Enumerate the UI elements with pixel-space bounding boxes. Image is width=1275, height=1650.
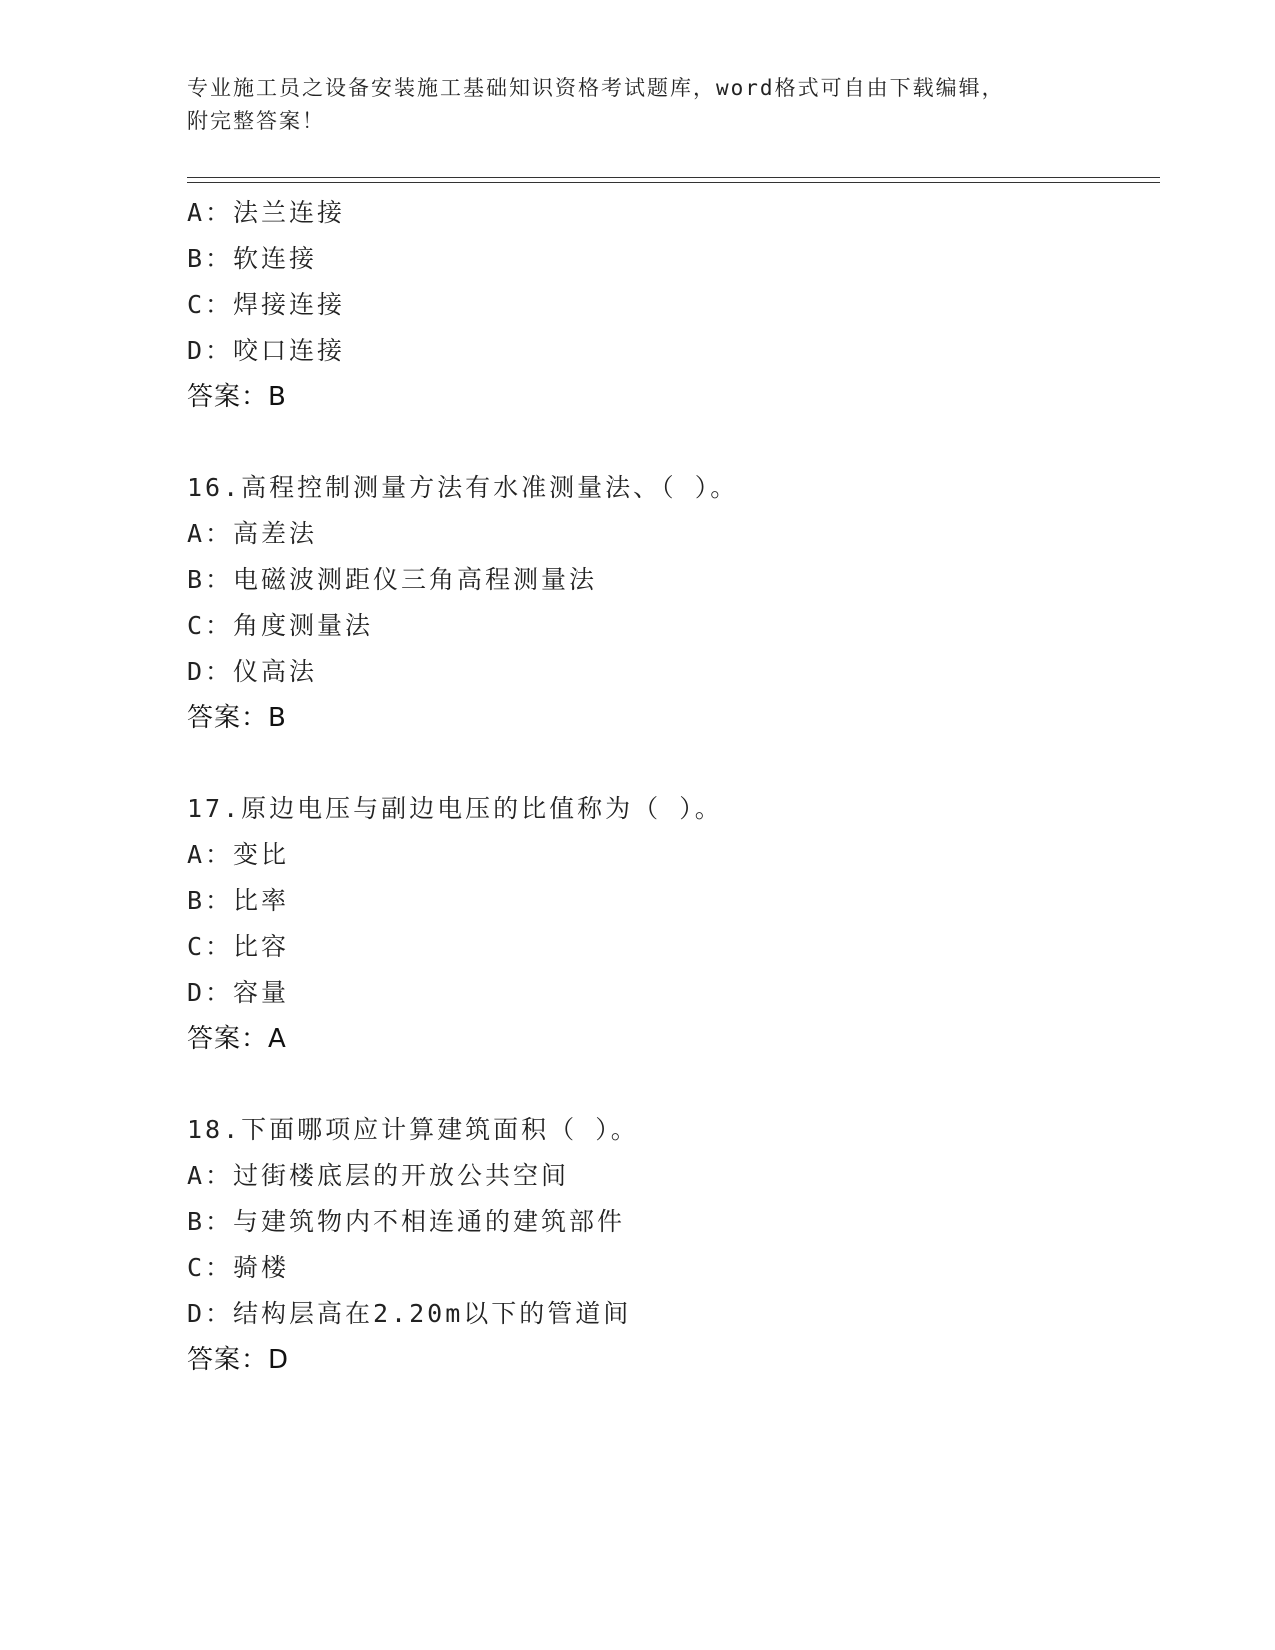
option-b — [187, 1199, 1160, 1245]
option-label: B： — [187, 565, 234, 594]
header-line-2: 附完整答案！ — [187, 109, 325, 133]
spacer — [187, 741, 1160, 786]
option-a — [187, 511, 1160, 557]
option-c — [187, 282, 1160, 328]
question-block-17 — [187, 786, 1160, 1062]
option-label: D： — [187, 1299, 234, 1328]
option-text: 过街楼底层的开放公共空间 — [233, 1161, 570, 1190]
option-d — [187, 328, 1160, 374]
question-list — [187, 190, 1160, 1383]
option-label: A： — [187, 840, 234, 869]
option-label: C： — [187, 611, 234, 640]
option-text: 角度测量法 — [233, 611, 374, 640]
option-label: A： — [187, 519, 234, 548]
question-text: 18.下面哪项应计算建筑面积（ ）。 — [187, 1115, 639, 1144]
header-line-1: 专业施工员之设备安装施工基础知识资格考试题库，word格式可自由下载编辑， — [187, 76, 1005, 100]
option-text: 骑楼 — [233, 1253, 290, 1282]
question-text: 17.原边电压与副边电压的比值称为（ ）。 — [187, 794, 723, 823]
header-divider-top — [187, 177, 1160, 178]
answer-line: 答案：B — [187, 382, 287, 412]
option-text: 结构层高在2.20m以下的管道间 — [233, 1299, 632, 1328]
option-text: 容量 — [233, 978, 290, 1007]
option-label: C： — [187, 1253, 234, 1282]
spacer — [187, 420, 1160, 465]
option-b — [187, 557, 1160, 603]
header-divider-bottom — [187, 182, 1160, 183]
option-text: 咬口连接 — [233, 336, 346, 365]
option-c — [187, 924, 1160, 970]
option-text: 变比 — [233, 840, 290, 869]
option-label: A： — [187, 198, 234, 227]
option-d — [187, 649, 1160, 695]
option-c — [187, 603, 1160, 649]
option-text: 法兰连接 — [233, 198, 346, 227]
answer-line: 答案：A — [187, 1024, 287, 1054]
option-label: B： — [187, 244, 234, 273]
option-label: C： — [187, 932, 234, 961]
option-text: 软连接 — [233, 244, 318, 273]
option-d — [187, 970, 1160, 1016]
option-label: D： — [187, 657, 234, 686]
option-label: A： — [187, 1161, 234, 1190]
question-block-15 — [187, 190, 1160, 420]
option-b — [187, 878, 1160, 924]
option-label: D： — [187, 978, 234, 1007]
option-text: 电磁波测距仪三角高程测量法 — [233, 565, 598, 594]
question-block-18 — [187, 1107, 1160, 1383]
document-header — [187, 72, 1087, 138]
option-a — [187, 1153, 1160, 1199]
option-c — [187, 1245, 1160, 1291]
option-label: B： — [187, 886, 234, 915]
option-b — [187, 236, 1160, 282]
option-text: 比率 — [233, 886, 290, 915]
option-label: B： — [187, 1207, 234, 1236]
option-label: C： — [187, 290, 234, 319]
answer-line: 答案：B — [187, 703, 287, 733]
option-text: 与建筑物内不相连通的建筑部件 — [233, 1207, 626, 1236]
option-text: 焊接连接 — [233, 290, 346, 319]
option-a — [187, 832, 1160, 878]
option-text: 仪高法 — [233, 657, 318, 686]
question-block-16 — [187, 465, 1160, 741]
question-text: 16.高程控制测量方法有水准测量法、（ ）。 — [187, 473, 739, 502]
option-a — [187, 190, 1160, 236]
option-text: 比容 — [233, 932, 290, 961]
answer-line: 答案：D — [187, 1345, 290, 1375]
option-text: 高差法 — [233, 519, 318, 548]
option-label: D： — [187, 336, 234, 365]
option-d — [187, 1291, 1160, 1337]
spacer — [187, 1062, 1160, 1107]
